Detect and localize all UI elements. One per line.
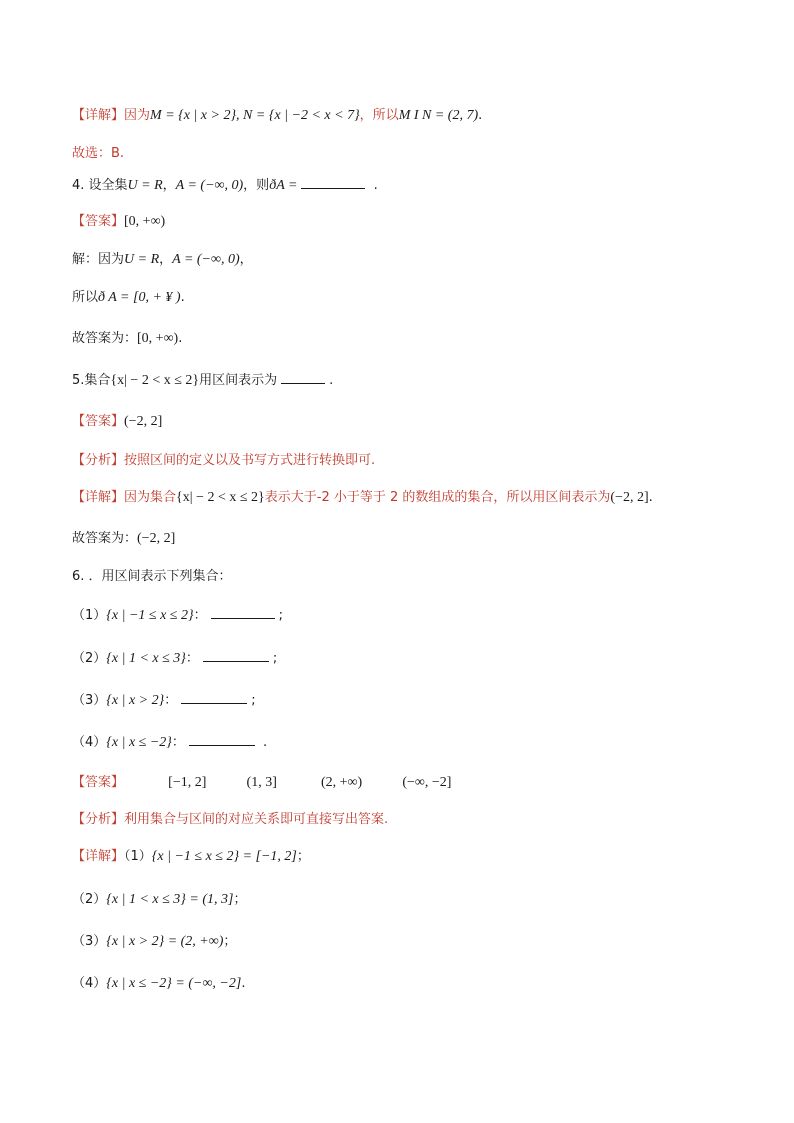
question-4: [72, 175, 378, 196]
annotation-text: 表示大于-2 小于等于 2 的数组成的集合，所以用区间表示为: [264, 490, 611, 505]
annotation-text: 按照区间的定义以及书写方式进行转换即可.: [124, 453, 376, 468]
math-expression: {x | x > 2}: [106, 693, 165, 708]
detail-6-1: [72, 847, 310, 867]
solution-4a: [72, 250, 253, 270]
annotation-text: 故选：B.: [72, 146, 125, 161]
body-text: （4）: [72, 735, 107, 750]
math-expression: {x | x ≤ −2}: [106, 735, 172, 750]
math-expression: ð A = [0, + ¥ ): [98, 290, 181, 305]
body-text: （1）: [72, 608, 107, 623]
choice-q3: [72, 144, 124, 164]
answer-blank: [203, 648, 269, 662]
question-5: [72, 370, 333, 391]
q6-2: [72, 648, 277, 669]
body-text: .: [648, 490, 653, 505]
body-text: .: [258, 735, 268, 750]
annotation-text: 【分析】: [72, 453, 125, 468]
math-expression: ð: [269, 178, 277, 193]
math-expression: U = R: [127, 178, 163, 193]
body-text: （3）: [72, 693, 107, 708]
body-text: 故答案为：: [72, 331, 138, 346]
q6-1: [72, 605, 283, 626]
math-expression: A = (−∞, 0): [172, 252, 240, 267]
final-4: [72, 329, 182, 349]
math-expression: {x| − 2 < x ≤ 2}: [110, 373, 200, 388]
math-expression: {x | 1 < x ≤ 3}: [106, 651, 186, 666]
math-expression: (−2, 2]: [137, 531, 176, 546]
body-text: 用区间表示为: [199, 373, 278, 388]
body-text: （4）: [72, 976, 107, 991]
math-expression: {x | x ≤ −2} = (−∞, −2]: [106, 976, 242, 991]
body-text: .: [241, 976, 246, 991]
detail-6-3: [72, 932, 236, 952]
body-text: 6. ．用区间表示下列集合：: [72, 569, 232, 584]
math-expression: {x | −1 ≤ x ≤ 2}: [106, 608, 194, 623]
answer-blank: [181, 690, 247, 704]
answer-6-line: [72, 773, 451, 793]
body-text: ：: [164, 693, 178, 708]
body-text: ，则: [243, 178, 270, 193]
body-text: （2）: [72, 892, 107, 907]
body-text: .: [329, 373, 334, 388]
body-text: ，: [162, 178, 176, 193]
q6-4: [72, 732, 267, 753]
body-text: 5.集合: [72, 373, 111, 388]
q6-3: [72, 690, 256, 711]
math-expression: {x | −1 ≤ x ≤ 2} = [−1, 2]: [151, 849, 297, 864]
answer-blank: [281, 370, 325, 384]
detail-6-2: [72, 890, 246, 910]
annotation-text: ，所以: [359, 108, 399, 123]
answer-blank: [301, 175, 365, 189]
math-expression: {x | 1 < x ≤ 3} = (1, 3]: [106, 892, 234, 907]
annotation-text: 利用集合与区间的对应关系即可直接写出答案.: [124, 812, 389, 827]
solution-4b: [72, 288, 185, 308]
answer-6-item-1: [−1, 2]: [168, 775, 207, 790]
annotation-text: 【答案】: [72, 214, 125, 229]
body-text: ，: [239, 252, 253, 267]
annotation-text: 【详解】: [72, 490, 125, 505]
body-text: ;: [278, 608, 283, 623]
final-5: [72, 529, 175, 549]
math-expression: A =: [276, 178, 298, 193]
body-text: ;: [251, 693, 256, 708]
math-expression: {x| − 2 < x ≤ 2}: [176, 490, 265, 505]
annotation-text: 【答案】: [72, 414, 125, 429]
body-text: .: [369, 178, 378, 193]
detail-5: [72, 488, 653, 508]
math-expression: U = R: [124, 252, 160, 267]
answer-5: [72, 412, 162, 432]
annotation-text: 因为集合: [124, 490, 177, 505]
answer-4: [72, 212, 165, 232]
body-text: 解：因为: [72, 252, 125, 267]
math-expression: M = {x | x > 2}, N = {x | −2 < x < 7}: [150, 108, 360, 123]
question-6: [72, 567, 232, 587]
body-text: （3）: [72, 934, 107, 949]
body-text: .: [478, 108, 483, 123]
body-text: ：: [185, 651, 199, 666]
body-text: .: [178, 331, 183, 346]
detail-6-4: [72, 974, 245, 994]
body-text: 4. 设全集: [72, 178, 128, 193]
math-expression: [0, +∞): [124, 214, 166, 229]
analysis-5: [72, 451, 375, 471]
body-text: ：: [171, 735, 185, 750]
body-text: （2）: [72, 651, 107, 666]
body-text: ；: [233, 892, 247, 907]
body-text: 所以: [72, 290, 99, 305]
annotation-text: 【详解】: [72, 108, 125, 123]
math-expression: {x | x > 2} = (2, +∞): [106, 934, 224, 949]
annotation-text: 【分析】: [72, 812, 125, 827]
answer-6-item-4: (−∞, −2]: [402, 775, 452, 790]
analysis-6: [72, 810, 388, 830]
annotation-text: 因为: [124, 108, 151, 123]
answer-6-item-2: (1, 3]: [246, 775, 277, 790]
body-text: ；: [223, 934, 237, 949]
answer-6-item-3: (2, +∞): [321, 775, 363, 790]
math-expression: A = (−∞, 0): [175, 178, 244, 193]
body-text: ;: [272, 651, 278, 666]
body-text: ；: [296, 849, 310, 864]
body-text: .: [180, 290, 185, 305]
body-text: ：: [193, 608, 207, 623]
body-text: 故答案为：: [72, 531, 138, 546]
answer-label: 【答案】: [72, 775, 125, 790]
math-expression: (−2, 2]: [124, 414, 163, 429]
body-text: ，: [159, 252, 173, 267]
body-text: （1）: [124, 849, 152, 864]
math-expression: [0, +∞): [137, 331, 179, 346]
math-expression: (−2, 2]: [610, 490, 649, 505]
answer-blank: [211, 605, 275, 619]
math-expression: M I N = (2, 7): [398, 108, 479, 123]
annotation-text: 【详解】: [72, 849, 125, 864]
answer-blank: [189, 732, 255, 746]
detail-q3: [72, 106, 482, 126]
